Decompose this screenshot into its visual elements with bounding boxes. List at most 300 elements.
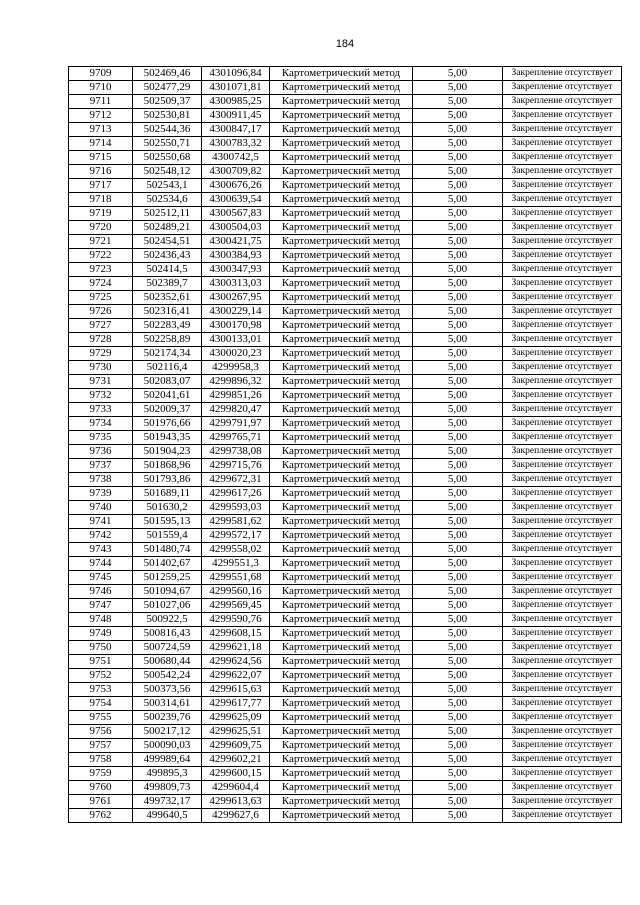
- method-cell: Картометрический метод: [270, 277, 413, 291]
- y-coordinate-cell: 4299604,4: [202, 781, 270, 795]
- point-number-cell: 9762: [69, 809, 133, 823]
- table-row: [69, 319, 622, 333]
- x-coordinate-cell: 502550,68: [133, 151, 202, 165]
- table-row: [69, 95, 622, 109]
- point-number-cell: 9745: [69, 571, 133, 585]
- fixing-cell: Закрепление отсутствует: [503, 123, 622, 137]
- method-cell: Картометрический метод: [270, 193, 413, 207]
- fixing-cell: Закрепление отсутствует: [503, 375, 622, 389]
- accuracy-cell: 5,00: [413, 557, 503, 571]
- fixing-cell: Закрепление отсутствует: [503, 207, 622, 221]
- method-cell: Картометрический метод: [270, 179, 413, 193]
- fixing-cell: Закрепление отсутствует: [503, 683, 622, 697]
- accuracy-cell: 5,00: [413, 81, 503, 95]
- accuracy-cell: 5,00: [413, 263, 503, 277]
- table-row: [69, 417, 622, 431]
- y-coordinate-cell: 4299896,32: [202, 375, 270, 389]
- method-cell: Картометрический метод: [270, 165, 413, 179]
- table-row: [69, 557, 622, 571]
- fixing-cell: Закрепление отсутствует: [503, 641, 622, 655]
- fixing-cell: Закрепление отсутствует: [503, 627, 622, 641]
- accuracy-cell: 5,00: [413, 235, 503, 249]
- y-coordinate-cell: 4300742,5: [202, 151, 270, 165]
- table-row: [69, 599, 622, 613]
- accuracy-cell: 5,00: [413, 291, 503, 305]
- point-number-cell: 9751: [69, 655, 133, 669]
- method-cell: Картометрический метод: [270, 263, 413, 277]
- fixing-cell: Закрепление отсутствует: [503, 515, 622, 529]
- method-cell: Картометрический метод: [270, 305, 413, 319]
- x-coordinate-cell: 499640,5: [133, 809, 202, 823]
- y-coordinate-cell: 4299613,63: [202, 795, 270, 809]
- x-coordinate-cell: 501094,67: [133, 585, 202, 599]
- table-row: [69, 249, 622, 263]
- table-row: [69, 123, 622, 137]
- fixing-cell: Закрепление отсутствует: [503, 753, 622, 767]
- method-cell: Картометрический метод: [270, 515, 413, 529]
- x-coordinate-cell: 500217,12: [133, 725, 202, 739]
- y-coordinate-cell: 4300170,98: [202, 319, 270, 333]
- fixing-cell: Закрепление отсутствует: [503, 571, 622, 585]
- point-number-cell: 9720: [69, 221, 133, 235]
- y-coordinate-cell: 4300384,93: [202, 249, 270, 263]
- point-number-cell: 9756: [69, 725, 133, 739]
- coordinates-table: [68, 66, 622, 823]
- fixing-cell: Закрепление отсутствует: [503, 165, 622, 179]
- table-row: [69, 347, 622, 361]
- method-cell: Картометрический метод: [270, 501, 413, 515]
- y-coordinate-cell: 4299622,07: [202, 669, 270, 683]
- accuracy-cell: 5,00: [413, 165, 503, 179]
- method-cell: Картометрический метод: [270, 347, 413, 361]
- accuracy-cell: 5,00: [413, 739, 503, 753]
- table-row: [69, 585, 622, 599]
- y-coordinate-cell: 4300639,54: [202, 193, 270, 207]
- fixing-cell: Закрепление отсутствует: [503, 445, 622, 459]
- point-number-cell: 9734: [69, 417, 133, 431]
- y-coordinate-cell: 4300313,03: [202, 277, 270, 291]
- fixing-cell: Закрепление отсутствует: [503, 529, 622, 543]
- fixing-cell: Закрепление отсутствует: [503, 277, 622, 291]
- fixing-cell: Закрепление отсутствует: [503, 151, 622, 165]
- method-cell: Картометрический метод: [270, 291, 413, 305]
- table-row: [69, 739, 622, 753]
- fixing-cell: Закрепление отсутствует: [503, 263, 622, 277]
- x-coordinate-cell: 502283,49: [133, 319, 202, 333]
- point-number-cell: 9733: [69, 403, 133, 417]
- table-row: [69, 543, 622, 557]
- x-coordinate-cell: 500922,5: [133, 613, 202, 627]
- accuracy-cell: 5,00: [413, 753, 503, 767]
- accuracy-cell: 5,00: [413, 599, 503, 613]
- y-coordinate-cell: 4299572,17: [202, 529, 270, 543]
- fixing-cell: Закрепление отсутствует: [503, 95, 622, 109]
- accuracy-cell: 5,00: [413, 683, 503, 697]
- table-row: [69, 767, 622, 781]
- method-cell: Картометрический метод: [270, 795, 413, 809]
- x-coordinate-cell: 502512,11: [133, 207, 202, 221]
- point-number-cell: 9715: [69, 151, 133, 165]
- y-coordinate-cell: 4299617,26: [202, 487, 270, 501]
- point-number-cell: 9709: [69, 67, 133, 81]
- x-coordinate-cell: 502436,43: [133, 249, 202, 263]
- method-cell: Картометрический метод: [270, 375, 413, 389]
- accuracy-cell: 5,00: [413, 417, 503, 431]
- fixing-cell: Закрепление отсутствует: [503, 249, 622, 263]
- table-row: [69, 207, 622, 221]
- point-number-cell: 9739: [69, 487, 133, 501]
- fixing-cell: Закрепление отсутствует: [503, 403, 622, 417]
- x-coordinate-cell: 502489,21: [133, 221, 202, 235]
- method-cell: Картометрический метод: [270, 753, 413, 767]
- point-number-cell: 9737: [69, 459, 133, 473]
- point-number-cell: 9722: [69, 249, 133, 263]
- accuracy-cell: 5,00: [413, 207, 503, 221]
- point-number-cell: 9710: [69, 81, 133, 95]
- method-cell: Картометрический метод: [270, 361, 413, 375]
- table-row: [69, 151, 622, 165]
- accuracy-cell: 5,00: [413, 487, 503, 501]
- x-coordinate-cell: 501868,96: [133, 459, 202, 473]
- y-coordinate-cell: 4299765,71: [202, 431, 270, 445]
- y-coordinate-cell: 4299738,08: [202, 445, 270, 459]
- table-row: [69, 669, 622, 683]
- point-number-cell: 9743: [69, 543, 133, 557]
- point-number-cell: 9726: [69, 305, 133, 319]
- y-coordinate-cell: 4300847,17: [202, 123, 270, 137]
- accuracy-cell: 5,00: [413, 319, 503, 333]
- table-row: [69, 431, 622, 445]
- x-coordinate-cell: 500373,56: [133, 683, 202, 697]
- fixing-cell: Закрепление отсутствует: [503, 193, 622, 207]
- fixing-cell: Закрепление отсутствует: [503, 389, 622, 403]
- fixing-cell: Закрепление отсутствует: [503, 739, 622, 753]
- point-number-cell: 9759: [69, 767, 133, 781]
- method-cell: Картометрический метод: [270, 221, 413, 235]
- accuracy-cell: 5,00: [413, 613, 503, 627]
- x-coordinate-cell: 500816,43: [133, 627, 202, 641]
- y-coordinate-cell: 4299625,51: [202, 725, 270, 739]
- x-coordinate-cell: 502469,46: [133, 67, 202, 81]
- accuracy-cell: 5,00: [413, 249, 503, 263]
- point-number-cell: 9736: [69, 445, 133, 459]
- method-cell: Картометрический метод: [270, 123, 413, 137]
- y-coordinate-cell: 4299551,68: [202, 571, 270, 585]
- y-coordinate-cell: 4299558,02: [202, 543, 270, 557]
- method-cell: Картометрический метод: [270, 235, 413, 249]
- x-coordinate-cell: 502548,12: [133, 165, 202, 179]
- fixing-cell: Закрепление отсутствует: [503, 809, 622, 823]
- y-coordinate-cell: 4300504,03: [202, 221, 270, 235]
- fixing-cell: Закрепление отсутствует: [503, 613, 622, 627]
- fixing-cell: Закрепление отсутствует: [503, 655, 622, 669]
- method-cell: Картометрический метод: [270, 389, 413, 403]
- point-number-cell: 9760: [69, 781, 133, 795]
- accuracy-cell: 5,00: [413, 781, 503, 795]
- x-coordinate-cell: 499989,64: [133, 753, 202, 767]
- fixing-cell: Закрепление отсутствует: [503, 179, 622, 193]
- y-coordinate-cell: 4300229,14: [202, 305, 270, 319]
- point-number-cell: 9757: [69, 739, 133, 753]
- accuracy-cell: 5,00: [413, 347, 503, 361]
- x-coordinate-cell: 501027,06: [133, 599, 202, 613]
- fixing-cell: Закрепление отсутствует: [503, 235, 622, 249]
- table-row: [69, 221, 622, 235]
- method-cell: Картометрический метод: [270, 627, 413, 641]
- fixing-cell: Закрепление отсутствует: [503, 487, 622, 501]
- x-coordinate-cell: 500090,03: [133, 739, 202, 753]
- x-coordinate-cell: 502543,1: [133, 179, 202, 193]
- fixing-cell: Закрепление отсутствует: [503, 459, 622, 473]
- y-coordinate-cell: 4299715,76: [202, 459, 270, 473]
- accuracy-cell: 5,00: [413, 669, 503, 683]
- fixing-cell: Закрепление отсутствует: [503, 137, 622, 151]
- accuracy-cell: 5,00: [413, 67, 503, 81]
- accuracy-cell: 5,00: [413, 767, 503, 781]
- point-number-cell: 9732: [69, 389, 133, 403]
- fixing-cell: Закрепление отсутствует: [503, 347, 622, 361]
- accuracy-cell: 5,00: [413, 403, 503, 417]
- point-number-cell: 9740: [69, 501, 133, 515]
- point-number-cell: 9724: [69, 277, 133, 291]
- x-coordinate-cell: 500314,61: [133, 697, 202, 711]
- table-row: [69, 179, 622, 193]
- x-coordinate-cell: 502550,71: [133, 137, 202, 151]
- table-row: [69, 473, 622, 487]
- table-row: [69, 137, 622, 151]
- table-row: [69, 711, 622, 725]
- y-coordinate-cell: 4301071,81: [202, 81, 270, 95]
- y-coordinate-cell: 4299602,21: [202, 753, 270, 767]
- point-number-cell: 9723: [69, 263, 133, 277]
- point-number-cell: 9731: [69, 375, 133, 389]
- fixing-cell: Закрепление отсутствует: [503, 221, 622, 235]
- table-row: [69, 333, 622, 347]
- method-cell: Картометрический метод: [270, 137, 413, 151]
- fixing-cell: Закрепление отсутствует: [503, 473, 622, 487]
- fixing-cell: Закрепление отсутствует: [503, 585, 622, 599]
- point-number-cell: 9729: [69, 347, 133, 361]
- point-number-cell: 9718: [69, 193, 133, 207]
- method-cell: Картометрический метод: [270, 459, 413, 473]
- table-row: [69, 697, 622, 711]
- method-cell: Картометрический метод: [270, 613, 413, 627]
- x-coordinate-cell: 501904,23: [133, 445, 202, 459]
- accuracy-cell: 5,00: [413, 725, 503, 739]
- fixing-cell: Закрепление отсутствует: [503, 361, 622, 375]
- point-number-cell: 9714: [69, 137, 133, 151]
- method-cell: Картометрический метод: [270, 487, 413, 501]
- x-coordinate-cell: 501480,74: [133, 543, 202, 557]
- point-number-cell: 9711: [69, 95, 133, 109]
- accuracy-cell: 5,00: [413, 305, 503, 319]
- accuracy-cell: 5,00: [413, 277, 503, 291]
- fixing-cell: Закрепление отсутствует: [503, 697, 622, 711]
- point-number-cell: 9748: [69, 613, 133, 627]
- fixing-cell: Закрепление отсутствует: [503, 109, 622, 123]
- x-coordinate-cell: 502530,81: [133, 109, 202, 123]
- y-coordinate-cell: 4299627,6: [202, 809, 270, 823]
- accuracy-cell: 5,00: [413, 389, 503, 403]
- table-row: [69, 627, 622, 641]
- table-row: [69, 501, 622, 515]
- y-coordinate-cell: 4299958,3: [202, 361, 270, 375]
- x-coordinate-cell: 500239,76: [133, 711, 202, 725]
- y-coordinate-cell: 4299621,18: [202, 641, 270, 655]
- accuracy-cell: 5,00: [413, 655, 503, 669]
- accuracy-cell: 5,00: [413, 697, 503, 711]
- fixing-cell: Закрепление отсутствует: [503, 501, 622, 515]
- point-number-cell: 9717: [69, 179, 133, 193]
- y-coordinate-cell: 4299569,45: [202, 599, 270, 613]
- y-coordinate-cell: 4299851,26: [202, 389, 270, 403]
- y-coordinate-cell: 4300421,75: [202, 235, 270, 249]
- y-coordinate-cell: 4301096,84: [202, 67, 270, 81]
- point-number-cell: 9741: [69, 515, 133, 529]
- x-coordinate-cell: 501793,86: [133, 473, 202, 487]
- y-coordinate-cell: 4300911,45: [202, 109, 270, 123]
- accuracy-cell: 5,00: [413, 585, 503, 599]
- x-coordinate-cell: 502454,51: [133, 235, 202, 249]
- table-row: [69, 515, 622, 529]
- fixing-cell: Закрепление отсутствует: [503, 305, 622, 319]
- method-cell: Картометрический метод: [270, 445, 413, 459]
- y-coordinate-cell: 4299791,97: [202, 417, 270, 431]
- x-coordinate-cell: 502389,7: [133, 277, 202, 291]
- table-row: [69, 263, 622, 277]
- point-number-cell: 9727: [69, 319, 133, 333]
- accuracy-cell: 5,00: [413, 473, 503, 487]
- fixing-cell: Закрепление отсутствует: [503, 599, 622, 613]
- x-coordinate-cell: 501595,13: [133, 515, 202, 529]
- method-cell: Картометрический метод: [270, 767, 413, 781]
- method-cell: Картометрический метод: [270, 557, 413, 571]
- point-number-cell: 9746: [69, 585, 133, 599]
- method-cell: Картометрический метод: [270, 725, 413, 739]
- accuracy-cell: 5,00: [413, 515, 503, 529]
- y-coordinate-cell: 4299672,31: [202, 473, 270, 487]
- x-coordinate-cell: 502174,34: [133, 347, 202, 361]
- y-coordinate-cell: 4299608,15: [202, 627, 270, 641]
- y-coordinate-cell: 4299820,47: [202, 403, 270, 417]
- y-coordinate-cell: 4300267,95: [202, 291, 270, 305]
- table-row: [69, 361, 622, 375]
- accuracy-cell: 5,00: [413, 529, 503, 543]
- y-coordinate-cell: 4300783,32: [202, 137, 270, 151]
- method-cell: Картометрический метод: [270, 249, 413, 263]
- x-coordinate-cell: 501943,35: [133, 431, 202, 445]
- y-coordinate-cell: 4299624,56: [202, 655, 270, 669]
- accuracy-cell: 5,00: [413, 123, 503, 137]
- fixing-cell: Закрепление отсутствует: [503, 319, 622, 333]
- table-row: [69, 165, 622, 179]
- method-cell: Картометрический метод: [270, 473, 413, 487]
- y-coordinate-cell: 4300676,26: [202, 179, 270, 193]
- table-row: [69, 487, 622, 501]
- table-row: [69, 291, 622, 305]
- x-coordinate-cell: 502041,61: [133, 389, 202, 403]
- accuracy-cell: 5,00: [413, 627, 503, 641]
- y-coordinate-cell: 4299600,15: [202, 767, 270, 781]
- point-number-cell: 9754: [69, 697, 133, 711]
- accuracy-cell: 5,00: [413, 445, 503, 459]
- y-coordinate-cell: 4299609,75: [202, 739, 270, 753]
- method-cell: Картометрический метод: [270, 151, 413, 165]
- accuracy-cell: 5,00: [413, 459, 503, 473]
- point-number-cell: 9728: [69, 333, 133, 347]
- y-coordinate-cell: 4299551,3: [202, 557, 270, 571]
- x-coordinate-cell: 502083,07: [133, 375, 202, 389]
- table-row: [69, 641, 622, 655]
- method-cell: Картометрический метод: [270, 333, 413, 347]
- x-coordinate-cell: 501402,67: [133, 557, 202, 571]
- table-row: [69, 235, 622, 249]
- x-coordinate-cell: 502477,29: [133, 81, 202, 95]
- method-cell: Картометрический метод: [270, 319, 413, 333]
- x-coordinate-cell: 502509,37: [133, 95, 202, 109]
- table-row: [69, 67, 622, 81]
- accuracy-cell: 5,00: [413, 571, 503, 585]
- y-coordinate-cell: 4300709,82: [202, 165, 270, 179]
- point-number-cell: 9744: [69, 557, 133, 571]
- method-cell: Картометрический метод: [270, 711, 413, 725]
- method-cell: Картометрический метод: [270, 669, 413, 683]
- y-coordinate-cell: 4300020,23: [202, 347, 270, 361]
- point-number-cell: 9738: [69, 473, 133, 487]
- x-coordinate-cell: 500724,59: [133, 641, 202, 655]
- x-coordinate-cell: 502352,61: [133, 291, 202, 305]
- method-cell: Картометрический метод: [270, 67, 413, 81]
- accuracy-cell: 5,00: [413, 809, 503, 823]
- y-coordinate-cell: 4299617,77: [202, 697, 270, 711]
- y-coordinate-cell: 4300347,93: [202, 263, 270, 277]
- table-row: [69, 809, 622, 823]
- method-cell: Картометрический метод: [270, 781, 413, 795]
- table-row: [69, 459, 622, 473]
- x-coordinate-cell: 499732,17: [133, 795, 202, 809]
- accuracy-cell: 5,00: [413, 361, 503, 375]
- point-number-cell: 9730: [69, 361, 133, 375]
- table-row: [69, 305, 622, 319]
- accuracy-cell: 5,00: [413, 501, 503, 515]
- method-cell: Картометрический метод: [270, 683, 413, 697]
- point-number-cell: 9735: [69, 431, 133, 445]
- x-coordinate-cell: 499809,73: [133, 781, 202, 795]
- accuracy-cell: 5,00: [413, 137, 503, 151]
- accuracy-cell: 5,00: [413, 151, 503, 165]
- accuracy-cell: 5,00: [413, 795, 503, 809]
- method-cell: Картометрический метод: [270, 655, 413, 669]
- x-coordinate-cell: 502258,89: [133, 333, 202, 347]
- x-coordinate-cell: 501259,25: [133, 571, 202, 585]
- table-row: [69, 753, 622, 767]
- y-coordinate-cell: 4300985,25: [202, 95, 270, 109]
- y-coordinate-cell: 4300567,83: [202, 207, 270, 221]
- x-coordinate-cell: 502116,4: [133, 361, 202, 375]
- y-coordinate-cell: 4299581,62: [202, 515, 270, 529]
- accuracy-cell: 5,00: [413, 375, 503, 389]
- fixing-cell: Закрепление отсутствует: [503, 417, 622, 431]
- table-row: [69, 571, 622, 585]
- method-cell: Картометрический метод: [270, 431, 413, 445]
- x-coordinate-cell: 501689,11: [133, 487, 202, 501]
- method-cell: Картометрический метод: [270, 599, 413, 613]
- point-number-cell: 9713: [69, 123, 133, 137]
- accuracy-cell: 5,00: [413, 711, 503, 725]
- fixing-cell: Закрепление отсутствует: [503, 669, 622, 683]
- table-row: [69, 725, 622, 739]
- method-cell: Картометрический метод: [270, 207, 413, 221]
